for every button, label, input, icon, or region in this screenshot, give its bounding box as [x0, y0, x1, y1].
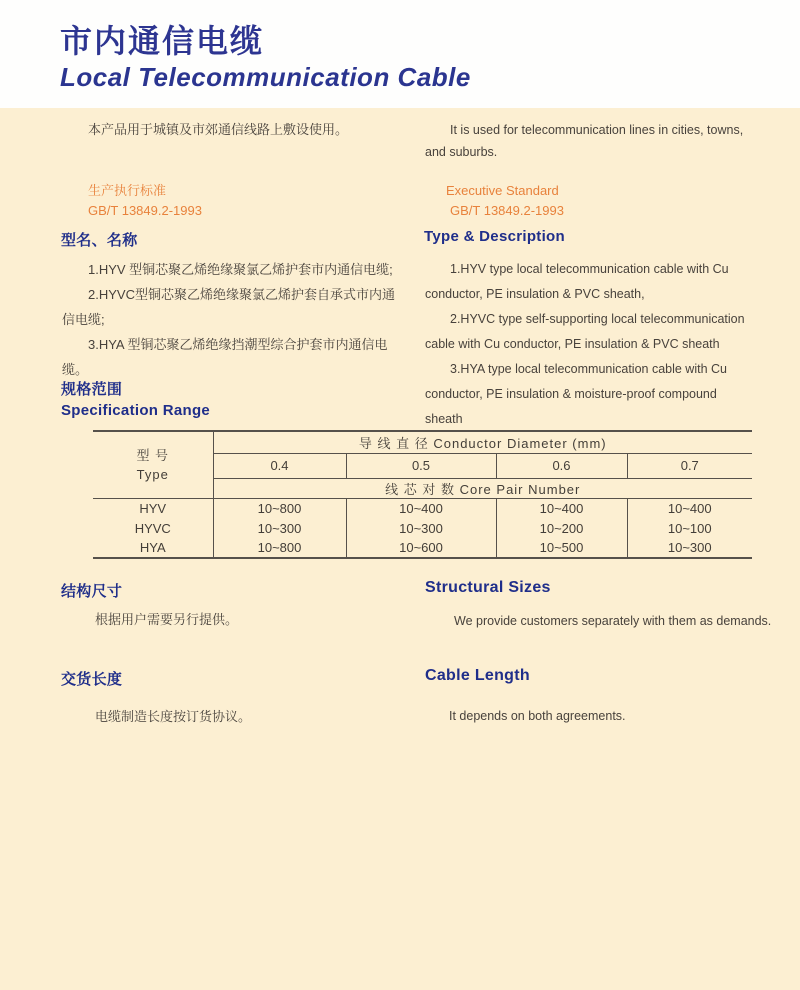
structural-body-cn: 根据用户需要另行提供。 — [95, 612, 239, 627]
pair-range-cell: 10~400 — [667, 500, 712, 516]
executive-standard-cn — [88, 181, 202, 221]
table-header-type-cn: 型 号 — [136, 447, 170, 463]
section-heading-length-en: Cable Length — [425, 667, 530, 684]
section-heading-spec — [61, 379, 210, 421]
section-heading-structural-cn: 结构尺寸 — [61, 583, 123, 600]
page-title-en: Local Telecommunication Cable — [60, 62, 471, 92]
section-heading-length-cn: 交货长度 — [61, 671, 123, 688]
intro-paragraph-cn: 本产品用于城镇及市郊通信线路上敷设使用。 — [88, 122, 349, 137]
type-item-cn: 3.HYA 型铜芯聚乙烯绝缘挡潮型综合护套市内通信电缆。 — [62, 337, 388, 377]
pair-range-cell: 10~400 — [346, 498, 496, 518]
intro-paragraph-en: It is used for telecommunication lines in cities, towns, and suburbs. — [425, 123, 744, 159]
section-heading-type-en: Type & Description — [424, 228, 565, 245]
diameter-col-header: 0.4 — [213, 453, 346, 478]
pair-range-cell: 10~600 — [346, 538, 496, 558]
standard-label-en: Executive Standard — [446, 183, 559, 198]
pair-range-cell: 10~200 — [496, 518, 627, 538]
table-row — [93, 518, 752, 538]
pair-range-cell: 10~300 — [213, 518, 346, 538]
diameter-col-header: 0.7 — [627, 453, 752, 478]
section-heading-structural-en: Structural Sizes — [425, 579, 551, 596]
table-header-type — [93, 431, 213, 498]
pair-range-cell: 10~100 — [667, 520, 712, 536]
pair-range-cell: 10~400 — [496, 498, 627, 518]
pair-range-cell: 10~500 — [496, 538, 627, 558]
length-body-cn: 电缆制造长度按订货协议。 — [95, 709, 252, 724]
spec-heading-cn: 规格范围 — [61, 381, 123, 398]
pair-range-cell: 10~800 — [213, 538, 346, 558]
table-header-diameter: 导 线 直 径 Conductor Diameter (mm) — [213, 431, 752, 453]
cable-type-cell: HYA — [93, 538, 213, 558]
executive-standard-en — [446, 181, 564, 221]
diameter-col-header: 0.5 — [346, 453, 496, 478]
length-body-en: It depends on both agreements. — [449, 709, 626, 723]
table-row — [93, 538, 752, 558]
structural-body-en: We provide customers separately with them as demands. — [454, 614, 772, 628]
type-item-cn: 1.HYV 型铜芯聚乙烯绝缘聚氯乙烯护套市内通信电缆; — [88, 262, 393, 277]
cable-type-cell: HYV — [93, 498, 213, 518]
page-title-cn: 市内通信电缆 — [60, 23, 265, 59]
pair-range-cell: 10~800 — [213, 498, 346, 518]
type-item-en: 2.HYVC type self-supporting local telecommunication cable with Cu conductor, PE insulation & PVC sheath — [425, 312, 745, 351]
standard-value-en: GB/T 13849.2-1993 — [450, 203, 564, 218]
table-header-type-en: Type — [136, 466, 169, 482]
type-item-en: 3.HYA type local telecommunication cable with Cu conductor, PE insulation & moisture-proof compound sheath — [425, 362, 727, 426]
pair-range-cell: 10~300 — [346, 518, 496, 538]
pair-range-cell: 10~300 — [667, 540, 712, 555]
cable-type-cell: HYVC — [93, 518, 213, 538]
section-heading-type-cn: 型名、名称 — [61, 232, 138, 249]
table-header-core-pair: 线 芯 对 数 Core Pair Number — [213, 478, 752, 498]
diameter-col-header: 0.6 — [496, 453, 627, 478]
specification-table — [93, 430, 752, 559]
standard-label-cn: 生产执行标准 — [88, 183, 167, 198]
type-item-en: 1.HYV type local telecommunication cable with Cu conductor, PE insulation & PVC sheath, — [425, 262, 729, 301]
page-header — [0, 0, 800, 108]
standard-value-cn: GB/T 13849.2-1993 — [88, 203, 202, 218]
table-row — [93, 498, 752, 518]
type-list-en — [425, 257, 755, 432]
spec-heading-en: Specification Range — [61, 402, 211, 419]
type-list-cn — [62, 257, 402, 382]
type-item-cn: 2.HYVC型铜芯聚乙烯绝缘聚氯乙烯护套自承式市内通信电缆; — [62, 287, 395, 327]
